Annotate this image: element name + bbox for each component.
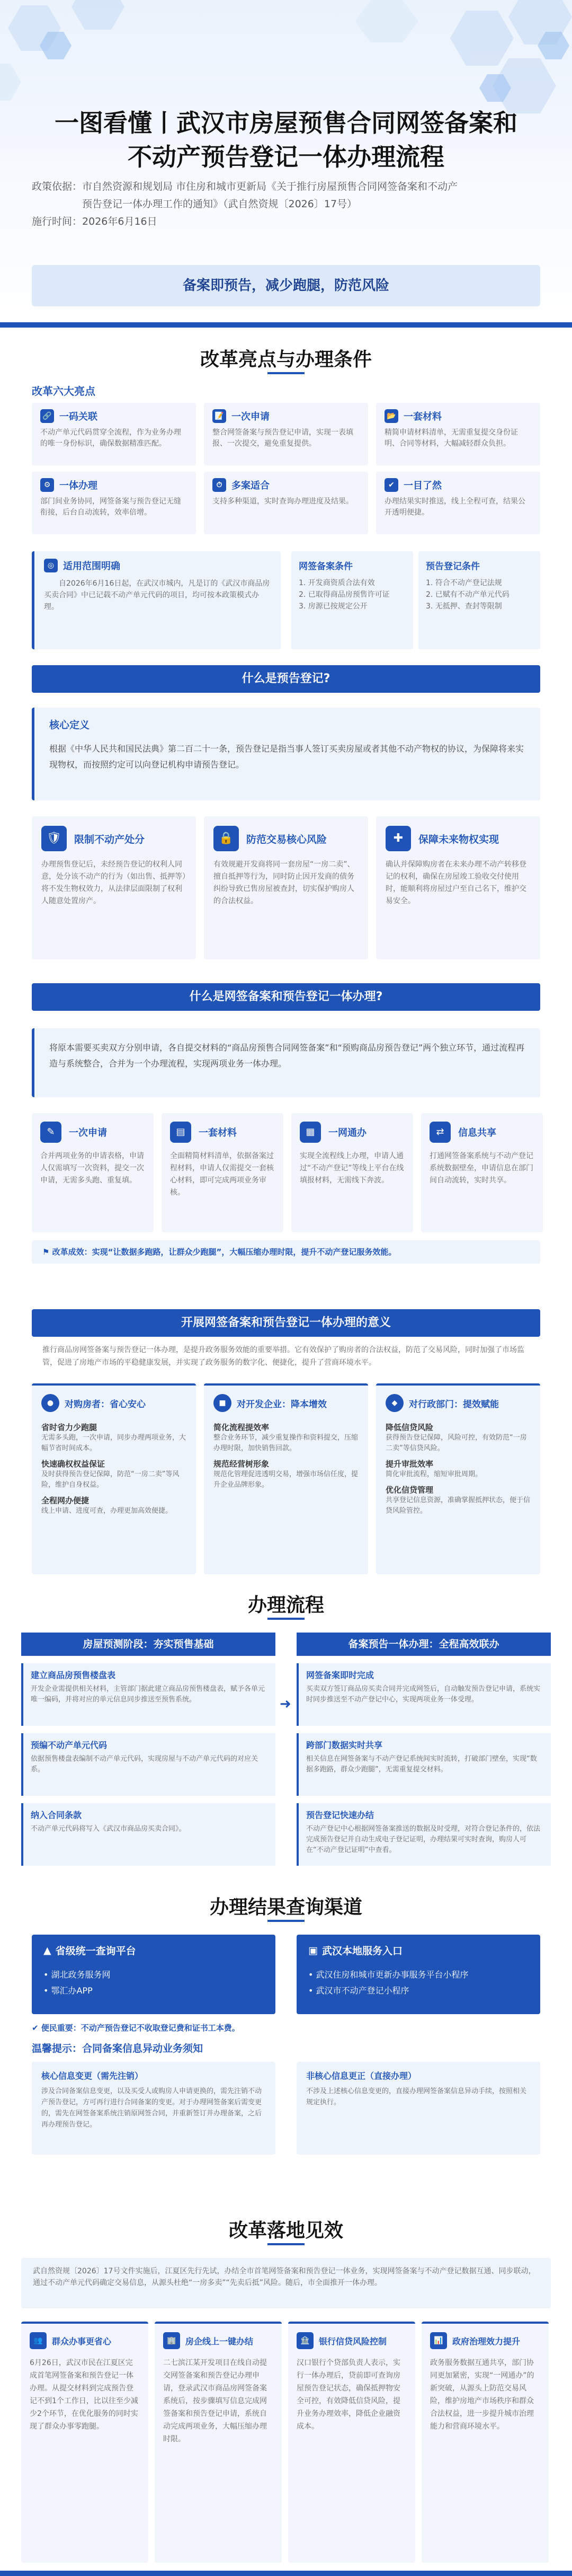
process-step — [297, 1733, 551, 1796]
filing-conditions-title: 网签备案条件 — [299, 561, 353, 572]
process-step-title: 跨部门数据实时共享 — [306, 1740, 383, 1750]
integrated-item-title-row — [40, 1122, 145, 1143]
share-icon: ⇄ — [430, 1122, 451, 1143]
integrated-item-title: 一网通办 — [328, 1127, 367, 1139]
process-step-desc: 依据预售楼盘表编制不动产单元代码，实现房屋与不动产单元代码的对应关系。 — [31, 1755, 258, 1774]
lock-icon: 🔒 — [213, 826, 239, 851]
tip-noncore-text: 不涉及上述核心信息变更的，直接办理网签备案信息异动手续，按照相关规定执行。 — [306, 2087, 527, 2106]
effect-title: 限制不动产处分 — [74, 833, 145, 845]
highlight-title-row — [40, 478, 187, 492]
channel-wuhan — [297, 1935, 540, 2014]
highlight-desc: 不动产单元代码贯穿全流程，作为业务办理的唯一身份标识，确保数据精准匹配。 — [40, 428, 181, 448]
platform-icon: ▲ — [43, 1944, 51, 1956]
title-underline — [267, 372, 305, 374]
highlight-desc: 精简申请材料清单，无需重复提交身份证明、合同等材料，大幅减轻群众负担。 — [385, 428, 518, 448]
tip-core-title: 核心信息变更（需先注销） — [41, 2071, 144, 2081]
process-step-title: 纳入合同条款 — [31, 1810, 82, 1820]
edit-icon: 📝 — [212, 409, 226, 423]
check-icon: ✔ — [32, 2023, 41, 2033]
integrated-item-card — [162, 1113, 283, 1232]
shield-icon: 🛡 — [41, 826, 67, 851]
bar-what-is-integrated: 什么是网签备案和预告登记一体办理? — [32, 983, 540, 1011]
results-intro — [21, 2258, 551, 2308]
tip-core-change — [32, 2062, 275, 2155]
footer-line — [0, 2571, 572, 2576]
process-step-title: 预告登记快速办结 — [306, 1810, 374, 1820]
result-title-row — [163, 2332, 273, 2349]
result-desc: 6月26日，武汉市民在江夏区完成首笔网签备案和预告登记一体办理。从提交材料到完成预告登记不到1个工作日，比以往至少减少2个环节，在优化服务的同时实现了群众办事零跑腿。 — [30, 2359, 138, 2431]
result-title-row — [430, 2332, 540, 2349]
channel-item[interactable]: • 湖北政务服务网 — [43, 1970, 111, 1980]
registration-condition-3: 3. 无抵押、查封等限制 — [426, 602, 502, 611]
highlight-desc: 整合网签备案与预告登记申请，实现一表填报、一次提交，避免重复提供。 — [212, 428, 353, 448]
channel-wuhan-title: 武汉本地服务入口 — [321, 1945, 403, 1957]
process-step-desc: 相关信息在网签备案与不动产登记系统间实时流转，打破部门壁垒，实现“数据多跑路，群众少跑腿”，无需重复提交材料。 — [306, 1755, 537, 1774]
effective-date: 2026年6月16日 — [82, 216, 157, 227]
significance-column — [376, 1383, 540, 1574]
grid-icon: ▦ — [300, 1122, 321, 1143]
hero-banner — [0, 0, 572, 339]
basis-text-2: 预告登记一体办理工作的通知》（武自然资规〔2026〕17号） — [82, 198, 358, 210]
tip-noncore-title: 非核心信息更正（直接办理） — [306, 2071, 417, 2081]
reform-effect-note — [32, 1240, 540, 1264]
divider — [0, 322, 572, 328]
title-underline — [267, 1920, 305, 1922]
process-step-desc: 买卖双方签订商品房买卖合同并完成网签后，自动触发预告登记申请，系统实时同步推送至不动产登记中心，实现两项业务一体受理。 — [306, 1685, 541, 1704]
highlight-title: 一次申请 — [231, 411, 270, 422]
integrated-item-title: 一次申请 — [69, 1127, 107, 1139]
bar-significance: 开展网签备案和预告登记一体办理的意义 — [32, 1309, 540, 1337]
slogan-banner: 备案即预告，减少跑腿，防范风险 — [32, 265, 540, 306]
policy-meta — [32, 178, 540, 231]
effect-title-row — [41, 826, 186, 851]
result-card — [155, 2322, 282, 2563]
significance-point-title: 快速确权权益保证 — [41, 1459, 105, 1469]
effect-card — [376, 816, 540, 959]
result-card — [288, 2322, 415, 2563]
effect-desc: 有效规避开发商将同一套房屋“一房二卖”、擅自抵押等行为，同时防止因开发商的债务纠纷导致已售房屋被查封，切实保护购房人的合法权益。 — [213, 860, 355, 905]
result-desc: 二七滨江某开发项目在线自动提交网签备案和预告登记办理申请，登录武汉市商品房网签备案系统后，按步骤填写信息完成网签备案和预告登记申请，系统自动完成两项业务，大幅压缩办理时限。 — [163, 2359, 267, 2443]
process-right-title: 备案预告一体办理：全程高效联办 — [297, 1633, 551, 1656]
integrated-item-title: 信息共享 — [458, 1127, 496, 1139]
registration-conditions-title: 预告登记条件 — [426, 561, 480, 572]
fee-note: ✔ 便民重要：不动产预告登记不收取登记费和证书工本费。 — [32, 2023, 240, 2033]
result-title: 群众办事更省心 — [52, 2336, 112, 2346]
channel-item[interactable]: • 武汉市不动产登记小程序 — [308, 1986, 409, 1996]
process-right-column — [297, 1633, 551, 1876]
significance-point-desc: 整合业务环节，减少重复操作和资料提交，压缩办理时限，加快销售回款。 — [213, 1434, 359, 1452]
highlight-title: 一码关联 — [59, 411, 97, 422]
subsection-six-highlights: 改革六大亮点 — [32, 385, 95, 398]
scope-icon: ◎ — [44, 559, 58, 572]
integrated-item-title-row — [170, 1122, 275, 1143]
effect-card — [204, 816, 368, 959]
chart-icon: 📊 — [430, 2332, 447, 2349]
significance-point-desc: 规范化管理促进透明交易，增强市场信任度，提升企业品牌形象。 — [213, 1470, 359, 1489]
highlight-title-row — [212, 478, 360, 492]
significance-point-desc: 获得预告登记保障，风险可控，有效防范“一房二卖”等信贷风险。 — [386, 1434, 527, 1452]
highlight-card — [32, 403, 196, 465]
user-icon: ● — [41, 1394, 59, 1412]
basis-label: 政策依据： — [32, 181, 83, 192]
significance-title-row — [213, 1394, 359, 1412]
process-step — [21, 1803, 275, 1866]
significance-column — [32, 1383, 196, 1574]
integrated-item-desc: 全面精简材料清单，依据备案过程材料，申请人仅需提交一套核心材料，即可完成两项业务审核。 — [170, 1152, 274, 1197]
bank-icon: ◆ — [386, 1394, 404, 1412]
title-underline — [267, 2243, 305, 2245]
highlight-card — [204, 403, 368, 465]
channel-province-title: 省级统一查询平台 — [55, 1945, 136, 1957]
section-title-results: 改革落地见效 — [228, 2220, 343, 2242]
highlight-title-row — [385, 478, 532, 492]
integrated-intro-text: 将原本需要买卖双方分别申请，各自提交材料的“商品房预售合同网签备案”和“预购商品房预告登记”两个独立环节，通过流程再造与系统整合，合并为一个办理流程，实现两项业务一体办理。 — [49, 1043, 525, 1069]
result-desc: 政务服务数据互通共享，部门协同更加紧密，实现“一网通办”的新突破，从源头上防范交易风险，维护房地产市场秩序和群众合法权益，进一步提升城市治理能力和营商环境水平。 — [430, 2359, 534, 2431]
result-title: 房企线上一键办结 — [185, 2336, 254, 2346]
integrated-item-desc: 实现全流程线上办理，申请人通过“不动产登记”等线上平台在线填报材料，无需线下奔波。 — [300, 1152, 404, 1185]
significance-point-desc: 无需多头跑，一次申请，同步办理两项业务，大幅节省时间成本。 — [41, 1434, 186, 1452]
significance-point-title: 省时省力少跑腿 — [41, 1423, 97, 1432]
building-icon: ■ — [213, 1394, 231, 1412]
bar-what-is-preregistration: 什么是预告登记? — [32, 665, 540, 693]
effect-title: 防范交易核心风险 — [246, 833, 327, 845]
process-left-title: 房屋预测阶段：夯实预售基础 — [21, 1633, 275, 1656]
result-desc: 汉口银行个贷部负责人表示，实行一体办理后，贷前即可查询房屋预告登记状态，确保抵押物安全可控，有效降低信贷风险，提升业务办理效率，降低企业融资成本。 — [297, 2359, 400, 2431]
core-definition-text: 根据《中华人民共和国民法典》第二百二十一条，预告登记是指当事人签订买卖房屋或者其他不动产物权的协议，为保障将来实现物权，而按照约定可以向登记机构申请预告登记。 — [49, 744, 524, 770]
section-title-highlights: 改革亮点与办理条件 — [200, 349, 372, 370]
effect-desc: 确认并保障购房者在未来办理不动产转移登记的权利，确保在房屋竣工验收交付使用时，能顺利将房屋过户至自己名下，维护交易安全。 — [386, 860, 526, 905]
significance-title-row — [386, 1394, 531, 1412]
process-step-desc: 开发企业需提供相关材料，主管部门据此建立商品房预售楼盘表，赋予各单元唯一编码，并将对应的单元信息同步推送至预售系统。 — [31, 1685, 265, 1704]
significance-title: 对行政部门：提效赋能 — [409, 1399, 499, 1410]
registration-condition-1: 1. 符合不动产登记法规 — [426, 579, 502, 587]
integrated-item-card — [291, 1113, 413, 1232]
significance-title: 对购房者：省心安心 — [65, 1399, 146, 1410]
result-title: 政府治理效力提升 — [452, 2336, 521, 2346]
filing-condition-2: 2. 已取得商品房预售许可证 — [299, 590, 390, 599]
effect-title: 保障未来物权实现 — [418, 833, 499, 845]
process-step-title: 预编不动产单元代码 — [31, 1740, 108, 1750]
registration-conditions-card — [418, 551, 540, 649]
integrated-item-title-row — [430, 1122, 534, 1143]
highlight-desc: 办理结果实时推送，线上全程可查，结果公开透明便捷。 — [385, 497, 525, 517]
clock-icon: ⏱ — [212, 478, 226, 492]
highlight-title: 一体办理 — [59, 480, 97, 491]
registration-condition-2: 2. 已赋有不动产单元代码 — [426, 590, 510, 599]
tip-core-text: 涉及合同备案信息变更，以及买受人或购房人申请更换的，需先注销不动产预告登记，方可再行进行合同备案的变更。对于办理网签备案后需变更的，需先在网签备案系统注销原网签合同，并重新签订并办理备案，之后再办理预告登记。 — [41, 2087, 262, 2129]
process-step-title: 建立商品房预售楼盘表 — [31, 1670, 116, 1680]
highlight-desc: 部门间业务协同，网签备案与预告登记无缝衔接，后台自动流转，效率倍增。 — [40, 497, 181, 517]
process-left-column — [21, 1633, 275, 1876]
scope-text: 自2026年6月16日起，在武汉市城内，凡是订的《武汉市商品房买卖合同》中已记载不动产单元代码的项目，均可按本政策模式办理。 — [44, 579, 270, 611]
significance-point-title: 优化信贷管理 — [386, 1485, 434, 1495]
integrated-item-title-row — [300, 1122, 405, 1143]
section-title-process: 办理流程 — [247, 1594, 324, 1616]
check-icon: ✔ — [385, 478, 398, 492]
city-icon: ▣ — [308, 1944, 318, 1956]
highlight-title-row — [40, 409, 187, 423]
process-step-title: 网签备案即时完成 — [306, 1670, 374, 1680]
significance-point-desc: 线上申请、进度可查，办理更加高效便捷。 — [41, 1507, 173, 1515]
results-intro-text: 武自然资规〔2026〕17号文件实施后，江夏区先行先试，办结全市首笔网签备案和预告登记一体业务，实现网签备案与不动产登记数据互通、同步联动，通过不动产单元代码确定交易信息，从源头杜绝“一房多卖”“先卖后抵”风险。随后，市全面推开一体办理。 — [33, 2267, 536, 2287]
highlight-title-row — [212, 409, 360, 423]
integrated-item-desc: 合并两项业务的申请表格，申请人仅需填写一次资料，提交一次申请，无需多头跑、重复填。 — [40, 1152, 144, 1185]
title-underline — [267, 1618, 305, 1620]
filing-conditions-card — [291, 551, 413, 649]
integrated-item-card — [32, 1113, 154, 1232]
significance-point-desc: 及时获得预告登记保障，防范“一房二卖”等风险，维护自身权益。 — [41, 1470, 180, 1489]
core-definition-label: 核心定义 — [49, 719, 90, 731]
gear-icon: ⚙ — [40, 478, 54, 492]
date-label: 施行时间： — [32, 216, 83, 227]
highlight-card — [32, 472, 196, 534]
filing-condition-3: 3. 房源已按规定公开 — [299, 602, 368, 611]
people-icon: 👥 — [30, 2332, 47, 2349]
result-title-row — [30, 2332, 140, 2349]
highlight-title-row — [385, 409, 532, 423]
result-card — [21, 2322, 148, 2563]
building-icon: 🏢 — [163, 2332, 180, 2349]
highlight-card — [204, 472, 368, 534]
basis-text: 市自然资源和规划局 市住房和城市更新局《关于推行房屋预售合同网签备案和不动产 — [82, 181, 458, 192]
plus-shield-icon: ✚ — [386, 826, 411, 851]
process-step — [21, 1663, 275, 1726]
effect-title-row — [213, 826, 359, 851]
process-step — [297, 1663, 551, 1726]
process-step — [297, 1803, 551, 1866]
process-step-desc: 不动产登记中心根据网签备案推送的数据及时受理，对符合登记条件的，依法完成预告登记并自动生成电子登记证明，办理结果可实时查询，购房人可在“不动产登记证明”中查看。 — [306, 1825, 541, 1854]
core-definition — [32, 708, 540, 800]
effect-title-row — [386, 826, 531, 851]
page-title: 一图看懂丨武汉市房屋预售合同网签备案和 不动产预告登记一体办理流程 — [55, 109, 517, 171]
result-title: 银行信贷风险控制 — [319, 2336, 387, 2346]
highlight-title: 一目了然 — [404, 480, 442, 491]
document-icon: ▤ — [170, 1122, 191, 1143]
effect-desc: 办理预售登记后，未经预告登记的权利人同意，处分该不动产的行为（如出售、抵押等）将不发生物权效力，从法律层面限制了权利人随意处置房产。 — [41, 860, 186, 905]
significance-intro: 推行商品房网签备案与预告登记一体办理，是提升政务服务效能的重要举措。它有效保护了购房者的合法权益，防范了交易风险，同时加强了市场监管，促进了房地产市场的平稳健康发展，并实现了政务服务的数字化、便捷化，提升了营商环境水平。 — [42, 1346, 524, 1367]
arrow-right-icon: ➜ — [280, 1696, 291, 1712]
channel-item[interactable]: • 鄂汇办APP — [43, 1986, 93, 1996]
link-icon: 🔗 — [40, 409, 54, 423]
significance-title: 对开发企业：降本增效 — [237, 1399, 327, 1410]
integrated-item-desc: 打通网签备案系统与不动产登记系统数据壁垒，申请信息在部门间自动流转，实时共享。 — [430, 1152, 533, 1185]
significance-point-desc: 共享登记信息资源，准确掌握抵押状态，便于信贷风险管控。 — [386, 1496, 531, 1515]
significance-point-title: 提升审批效率 — [386, 1459, 434, 1469]
scope-title: 适用范围明确 — [63, 561, 120, 572]
process-step-desc: 不动产单元代码将写入《武汉市商品房买卖合同》。 — [31, 1825, 186, 1833]
result-card — [422, 2322, 549, 2563]
section-title-query: 办理结果查询渠道 — [209, 1896, 362, 1918]
scope-card — [32, 551, 281, 649]
significance-point-title: 降低信贷风险 — [386, 1423, 434, 1432]
highlight-desc: 支持多种渠道，实时查询办理进度及结果。 — [212, 497, 353, 506]
filing-condition-1: 1. 开发商资质合法有效 — [299, 579, 375, 587]
tip-title: 温馨提示：合同备案信息异动业务须知 — [32, 2043, 203, 2054]
reform-effect-text: 改革成效：实现“让数据多跑路，让群众少跑腿”，大幅压缩办理时限，提升不动产登记服务效能。 — [52, 1247, 397, 1257]
significance-title-row — [41, 1394, 186, 1412]
bank-icon: 🏦 — [297, 2332, 314, 2349]
folder-icon: 📂 — [385, 409, 398, 423]
result-title-row — [297, 2332, 407, 2349]
pen-icon: ✎ — [40, 1122, 61, 1143]
note-icon: ⚑ — [42, 1247, 52, 1257]
integrated-intro — [32, 1028, 540, 1097]
significance-point-title: 简化流程提效率 — [213, 1423, 270, 1432]
tip-noncore-change — [297, 2062, 540, 2155]
highlight-title: 一套材料 — [404, 411, 442, 422]
significance-point-desc: 简化审批流程，缩短审批周期。 — [386, 1470, 482, 1478]
channel-province — [32, 1935, 275, 2014]
highlight-card — [376, 472, 540, 534]
channel-item[interactable]: • 武汉住房和城市更新办事服务平台小程序 — [308, 1970, 469, 1980]
integrated-item-title: 一套材料 — [199, 1127, 237, 1139]
significance-point-title: 全程网办便捷 — [41, 1496, 90, 1505]
process-step — [21, 1733, 275, 1796]
significance-point-title: 规范经营树形象 — [213, 1459, 270, 1469]
highlight-title: 多案适合 — [231, 480, 270, 491]
significance-column — [204, 1383, 368, 1574]
integrated-item-card — [421, 1113, 543, 1232]
effect-card — [32, 816, 196, 959]
highlight-card — [376, 403, 540, 465]
